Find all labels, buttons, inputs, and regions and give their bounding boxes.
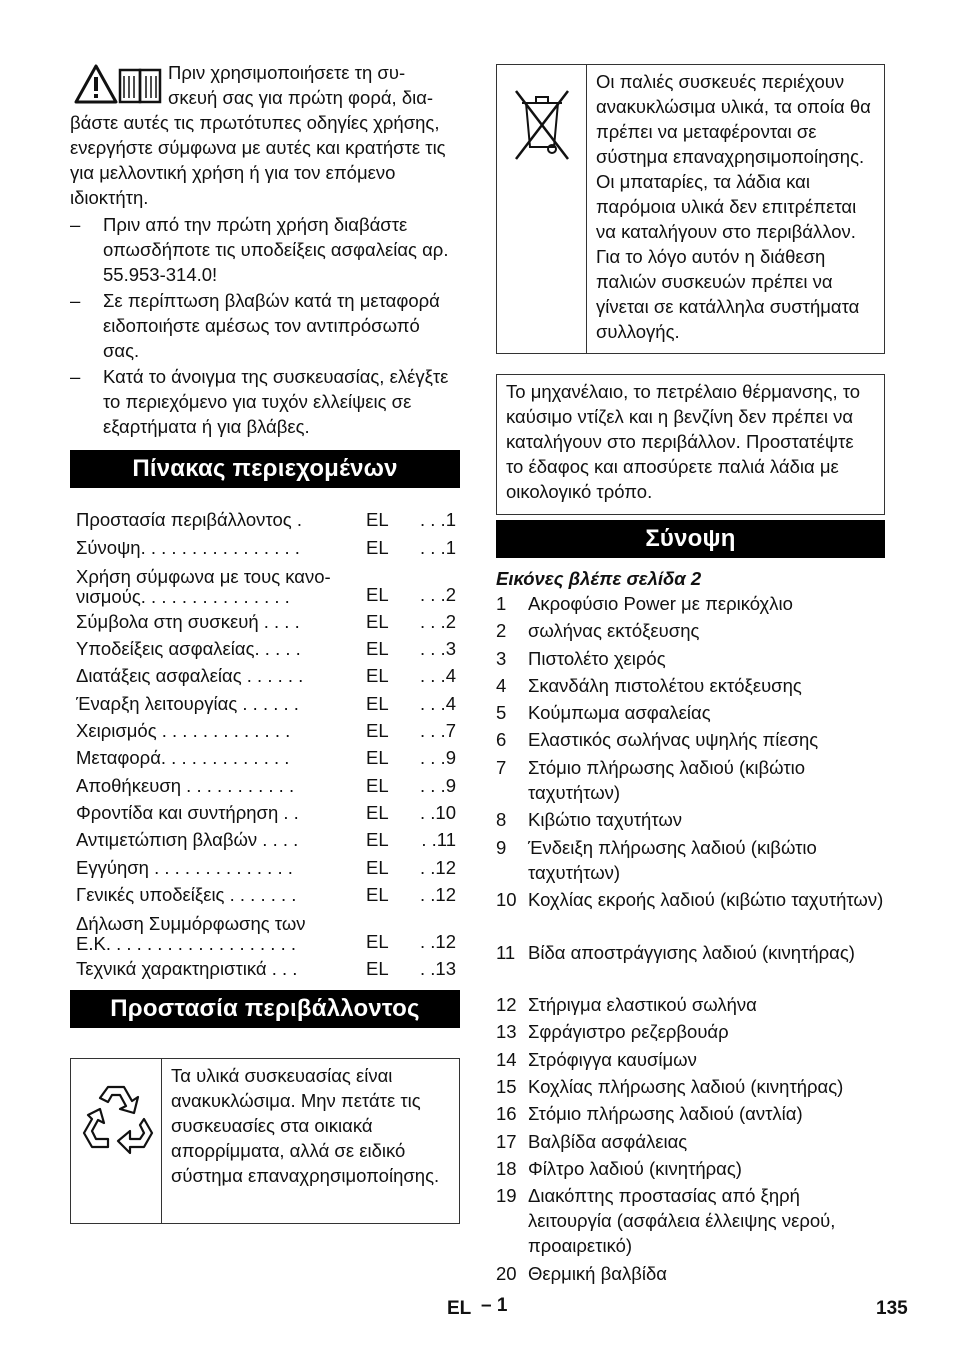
part-item: 2 σωλήνας εκτόξευσης	[496, 620, 700, 642]
weee-text: Οι παλιές συσκευές περιέχουν ανακυκλώσιμα υλικά, τα οποία θα πρέπει να μεταφέρονται σε σύστημα επαναχρησιμοποίησης. Οι μπαταρίες, τα λάδια και παρόμοια υλικά δεν επιτρέπεται να καταλήγουν στο περιβάλλον. Για το λόγο αυτόν η διάθεση παλιών συσκευών πρέπει να γίνεται σε κατάλληλα συστήματα συλλογής.	[596, 71, 871, 342]
part-item: 15 Κοχλίας πλήρωσης λαδιού (κινητήρας)	[496, 1075, 844, 1097]
warning-triangle-icon	[76, 66, 116, 102]
part-item: 17 Βαλβίδα ασφάλειας	[496, 1130, 688, 1152]
part-item: 16 Στόμιο πλήρωσης λαδιού (αντλία)	[496, 1103, 803, 1125]
part-item: 9 Ένδειξη πλήρωσης λαδιού (κιβώτιο ταχυτήτων)	[496, 836, 817, 883]
part-item: 14 Στρόφιγγα καυσίμων	[496, 1048, 697, 1070]
weee-icon-cell	[497, 65, 587, 353]
toc-row[interactable]: Σύνοψη. . . . . . . . . . . . . . . . EL . . .1	[76, 536, 456, 558]
part-item: 12 Στήριγμα ελαστικού σωλήνα	[496, 994, 757, 1016]
part-item: 4 Σκανδάλη πιστολέτου εκτόξευσης	[496, 674, 802, 696]
environment-heading: Προστασία περιβάλλοντος	[70, 990, 460, 1028]
weee-notice	[496, 64, 885, 354]
toc-heading: Πίνακας περιεχομένων	[70, 450, 460, 488]
part-item: 11 Βίδα αποστράγγισης λαδιού (κινητήρας)	[496, 941, 855, 963]
part-item: 19 Διακόπτης προστασίας από ξηρή λειτουργία (ασφάλεια έλλειψης νερού, προαιρετικό)	[496, 1185, 836, 1257]
figures-note: Εικόνες βλέπε σελίδα 2	[496, 568, 702, 589]
intro-line-2: σκευή σας για πρώτη φορά, δια-	[168, 87, 434, 108]
toc-row[interactable]: Προστασία περιβάλλοντος . EL . . .1	[76, 509, 456, 531]
recycling-notice	[70, 1058, 460, 1224]
part-item: 6 Ελαστικός σωλήνας υψηλής πίεσης	[496, 729, 819, 751]
toc-row[interactable]: Διατάξεις ασφαλείας . . . . . . EL . . .4	[76, 665, 456, 687]
recycling-icon-cell	[71, 1059, 162, 1223]
toc-row[interactable]: Γενικές υποδείξεις . . . . . . . EL . .12	[76, 883, 456, 905]
toc-row[interactable]: Εγγύηση . . . . . . . . . . . . . . EL . .12	[76, 856, 456, 878]
intro-block	[70, 60, 460, 210]
precaution-item: – Κατά το άνοιγμα της συσκευασίας, ελέγξτε το περιεχόμενο για τυχόν ελλείψεις σε εξαρτήματα ή για βλάβες.	[70, 366, 449, 437]
toc-row[interactable]: Χειρισμός . . . . . . . . . . . . . EL . . .7	[76, 720, 456, 742]
part-item: 8 Κιβώτιο ταχυτήτων	[496, 809, 683, 831]
parts-list	[496, 591, 885, 1288]
toc-row[interactable]: Σύμβολα στη συσκευή . . . . EL . . .2	[76, 610, 456, 632]
recycling-icon	[78, 1079, 154, 1155]
crossed-bin-icon	[510, 83, 574, 163]
toc-row[interactable]: Τεχνικά χαρακτηριστικά . . . EL . .13	[76, 958, 456, 980]
part-item: 10 Κοχλίας εκροής λαδιού (κιβώτιο ταχυτήτων)	[496, 889, 884, 911]
footer-section-page: – 1	[481, 1295, 508, 1316]
toc-row[interactable]: Δήλωση Συμμόρφωσης των Ε.Κ. . . . . . . . . . . . . . . . . . . EL . .12	[76, 913, 456, 954]
part-item: 1 Ακροφύσιο Power με περικόχλιο	[496, 593, 793, 614]
toc-row[interactable]: Έναρξη λειτουργίας . . . . . . EL . . .4	[76, 692, 456, 714]
precaution-item: – Σε περίπτωση βλαβών κατά τη μεταφορά ειδοποιήστε αμέσως τον αντιπρόσωπό σας.	[70, 290, 440, 361]
precaution-list	[70, 212, 460, 439]
toc-row[interactable]: Μεταφορά. . . . . . . . . . . . . EL . . .9	[76, 747, 456, 769]
intro-line-1: Πριν χρησιμοποιήσετε τη συ-	[168, 62, 406, 83]
part-item: 20 Θερμική βαλβίδα	[496, 1262, 667, 1284]
toc-row[interactable]: Αποθήκευση . . . . . . . . . . . EL . . .9	[76, 774, 456, 796]
footer-lang: EL	[447, 1298, 472, 1319]
part-item: 5 Κούμπωμα ασφαλείας	[496, 702, 711, 724]
part-item: 3 Πιστολέτο χειρός	[496, 647, 666, 669]
toc-row[interactable]: Αντιμετώπιση βλαβών . . . . EL . .11	[76, 829, 456, 851]
left-column	[70, 60, 460, 1224]
part-item: 18 Φίλτρο λαδιού (κινητήρας)	[496, 1157, 742, 1179]
part-item: 7 Στόμιο πλήρωσης λαδιού (κιβώτιο ταχυτήτων)	[496, 756, 806, 803]
toc-row[interactable]: Φροντίδα και συντήρηση . . EL . .10	[76, 801, 456, 823]
manual-book-icon	[120, 70, 160, 102]
overview-heading: Σύνοψη	[496, 520, 885, 558]
table-of-contents	[70, 505, 460, 981]
precaution-item: – Πριν από την πρώτη χρήση διαβάστε οπωσδήποτε τις υποδείξεις ασφαλείας αρ. 55.953-314.0!	[70, 214, 449, 285]
warning-manual-icon	[74, 64, 162, 104]
part-item: 13 Σφράγιστρο ρεζερβουάρ	[496, 1021, 729, 1043]
oil-notice: Το μηχανέλαιο, το πετρέλαιο θέρμανσης, το καύσιμο ντίζελ και η βενζίνη δεν πρέπει να καταλήγουν στο περιβάλλον. Προστατέψτε το έδαφος και αποσύρετε παλιά λάδια με οικολογικό τρόπο.	[496, 374, 885, 515]
toc-row[interactable]: Χρήση σύμφωνα με τους κανο- νισμούς. . . . . . . . . . . . . . . EL . . .2	[76, 566, 456, 607]
intro-rest: βάστε αυτές τις πρωτότυπες οδηγίες χρήσης, ενεργήστε σύμφωνα με αυτές και κρατήστε τις για μελλοντική χρήση ή για τον επόμενο ιδιοκτήτη.	[70, 112, 446, 208]
toc-row[interactable]: Υποδείξεις ασφαλείας. . . . . EL . . .3	[76, 638, 456, 660]
page-number: 135	[876, 1298, 908, 1319]
recycling-text: Τα υλικά συσκευασίας είναι ανακυκλώσιμα. Μην πετάτε τις συσκευασίες στα οικιακά απορρίμματα, αλλά σε ειδικό σύστημα επαναχρησιμοποίησης.	[171, 1065, 440, 1187]
right-column	[496, 64, 885, 1288]
